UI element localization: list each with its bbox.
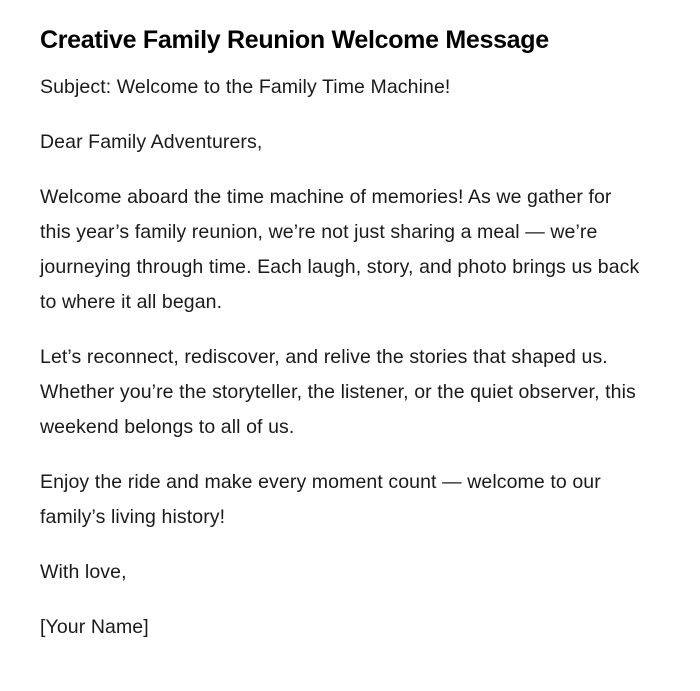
- closing: With love,: [40, 561, 127, 583]
- signature-placeholder: [Your Name]: [40, 616, 149, 638]
- body-paragraph-3: Enjoy the ride and make every moment count — welcome to our family’s living history!: [40, 471, 601, 528]
- body-paragraph-1: Welcome aboard the time machine of memories! As we gather for this year’s family reunion, we’re not just sharing a meal — we’re journeying through time. Each laugh, story, and photo brings us back to where it all began.: [40, 186, 640, 313]
- greeting: Dear Family Adventurers,: [40, 131, 263, 153]
- subject-line: Subject: Welcome to the Family Time Machine!: [40, 76, 451, 98]
- body-paragraph-2: Let’s reconnect, rediscover, and relive the stories that shaped us. Whether you’re the storyteller, the listener, or the quiet observer, this weekend belongs to all of us.: [40, 346, 636, 438]
- document: [40, 22, 640, 665]
- document-title: Creative Family Reunion Welcome Message: [40, 26, 549, 54]
